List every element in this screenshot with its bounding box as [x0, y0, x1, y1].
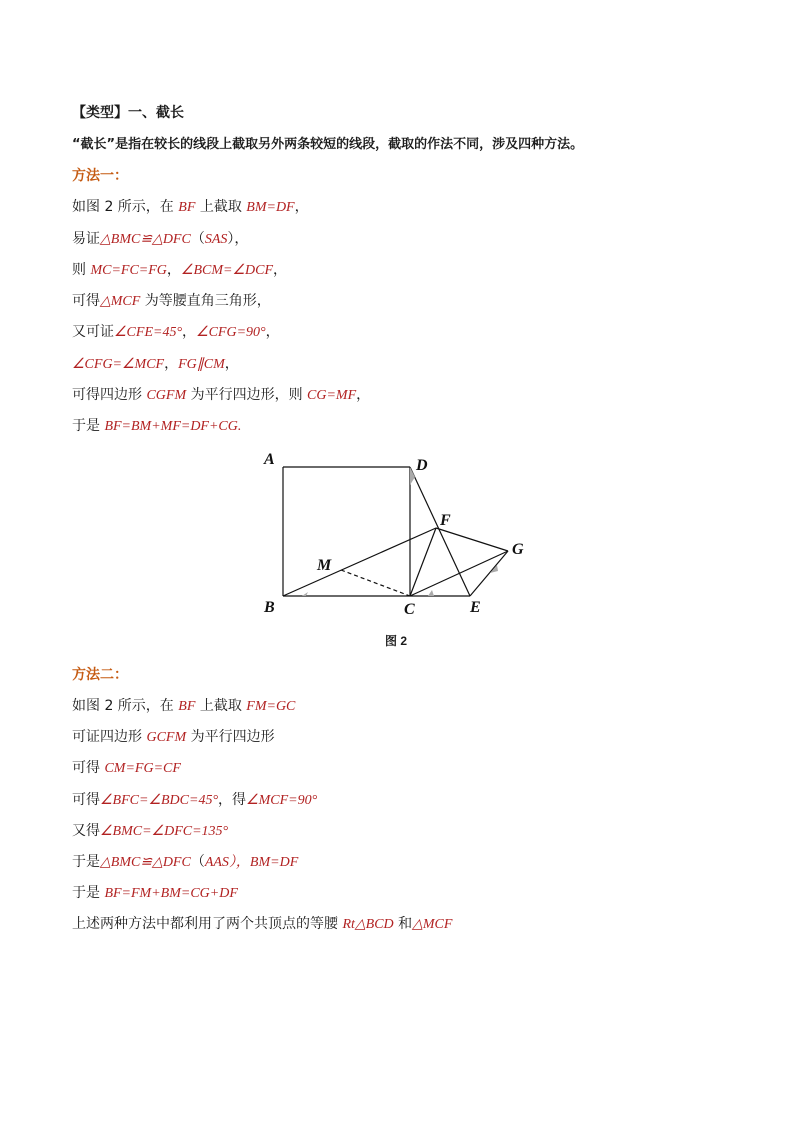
label-G: G [512, 541, 524, 558]
math: ∠CFG=90° [196, 325, 266, 340]
method1-line-6 [72, 354, 239, 375]
text: 于是 [72, 418, 105, 434]
method1-line-5 [72, 322, 280, 343]
method2-line-8 [72, 914, 452, 935]
heading-title: 一、截长 [128, 105, 184, 121]
math: ∠MCF=90° [246, 793, 318, 808]
math: ∠BFC=∠BDC=45° [100, 793, 219, 808]
method2-line-3 [72, 758, 181, 779]
text: （ [190, 231, 205, 247]
math: △MCF [100, 294, 141, 309]
text: 和 [393, 916, 413, 932]
method1-line-7 [72, 385, 370, 406]
math: ∠BMC=∠DFC=135° [100, 824, 229, 839]
text: 如图 2 所示，在 [72, 199, 179, 215]
text: 又得 [72, 823, 100, 839]
text: ， [164, 356, 179, 372]
text: 为平行四边形 [186, 729, 275, 745]
method1-line-3 [72, 260, 287, 281]
math: MC=FC=FG [90, 263, 167, 278]
math: FG∥CM [178, 357, 225, 372]
math: ∠BCM=∠DCF [180, 263, 274, 278]
text: 可得 [72, 293, 100, 309]
text: ， [356, 387, 371, 403]
method1-line-8 [72, 416, 241, 437]
method2-line-4 [72, 790, 317, 811]
math: SAS [204, 232, 228, 247]
method2-line-1 [72, 696, 295, 717]
heading-prefix: 【类型】 [72, 105, 128, 121]
label-F: F [440, 512, 451, 529]
text: 可证四边形 [72, 729, 147, 745]
text: 又可证 [72, 324, 114, 340]
text: 于是 [72, 854, 100, 870]
math: CG=MF [307, 388, 357, 403]
math: BF [178, 200, 196, 215]
math: ∠CFE=45° [114, 325, 183, 340]
method1-title: 方法一： [72, 168, 128, 184]
math: Rt△BCD [342, 917, 394, 932]
text: ，得 [218, 792, 247, 808]
method1-line-2 [72, 229, 248, 250]
math: ），BM=DF [228, 855, 299, 870]
text: ， [265, 324, 280, 340]
text: 于是 [72, 885, 105, 901]
text: ）， [227, 231, 249, 247]
text: 上截取 [195, 199, 247, 215]
label-D: D [416, 457, 428, 474]
math: △BMC≌△DFC [100, 855, 191, 870]
text: 可得 [72, 792, 100, 808]
label-A: A [264, 451, 275, 468]
text: 如图 2 所示，在 [72, 698, 179, 714]
math: CGFM [146, 388, 187, 403]
math: AAS [204, 855, 229, 870]
text: （ [190, 854, 205, 870]
text: 为平行四边形，则 [186, 387, 308, 403]
method2-title: 方法二： [72, 667, 128, 683]
text: 则 [72, 262, 91, 278]
method2-line-6 [72, 852, 298, 873]
math: △MCF [412, 917, 453, 932]
text: ， [224, 356, 239, 372]
method2-line-7 [72, 883, 238, 904]
method1-line-1 [72, 197, 309, 218]
method1-line-4 [72, 291, 271, 312]
text: 可得 [72, 760, 105, 776]
section-heading [72, 103, 184, 123]
text: ， [294, 199, 309, 215]
text: 可得四边形 [72, 387, 147, 403]
math: BF [178, 699, 196, 714]
text: 上述两种方法中都利用了两个共顶点的等腰 [72, 916, 343, 932]
method2-line-5 [72, 821, 228, 842]
text: ， [166, 262, 181, 278]
label-E: E [470, 599, 481, 616]
label-B: B [264, 599, 275, 616]
label-C: C [404, 601, 415, 618]
figure-caption: 图 2 [385, 634, 408, 648]
geometry-figure [250, 445, 540, 625]
text: ， [273, 262, 288, 278]
text: ， [182, 324, 197, 340]
intro-paragraph: “截长”是指在较长的线段上截取另外两条较短的线段，截取的作法不同，涉及四种方法。 [72, 137, 584, 152]
math: BF=FM+BM=CG+DF [104, 886, 238, 901]
math: CM=FG=CF [104, 761, 181, 776]
math: . [237, 419, 242, 434]
math: △BMC≌△DFC [100, 232, 191, 247]
math: BF=BM+MF=DF+CG [104, 419, 238, 434]
math: FM=GC [246, 699, 296, 714]
text: 为等腰直角三角形， [140, 293, 271, 309]
math: ∠CFG=∠MCF [72, 357, 165, 372]
math: GCFM [146, 730, 187, 745]
math: BM=DF [246, 200, 295, 215]
text: 易证 [72, 231, 100, 247]
label-M: M [317, 557, 332, 574]
method2-line-2 [72, 727, 275, 748]
text: 上截取 [195, 698, 247, 714]
